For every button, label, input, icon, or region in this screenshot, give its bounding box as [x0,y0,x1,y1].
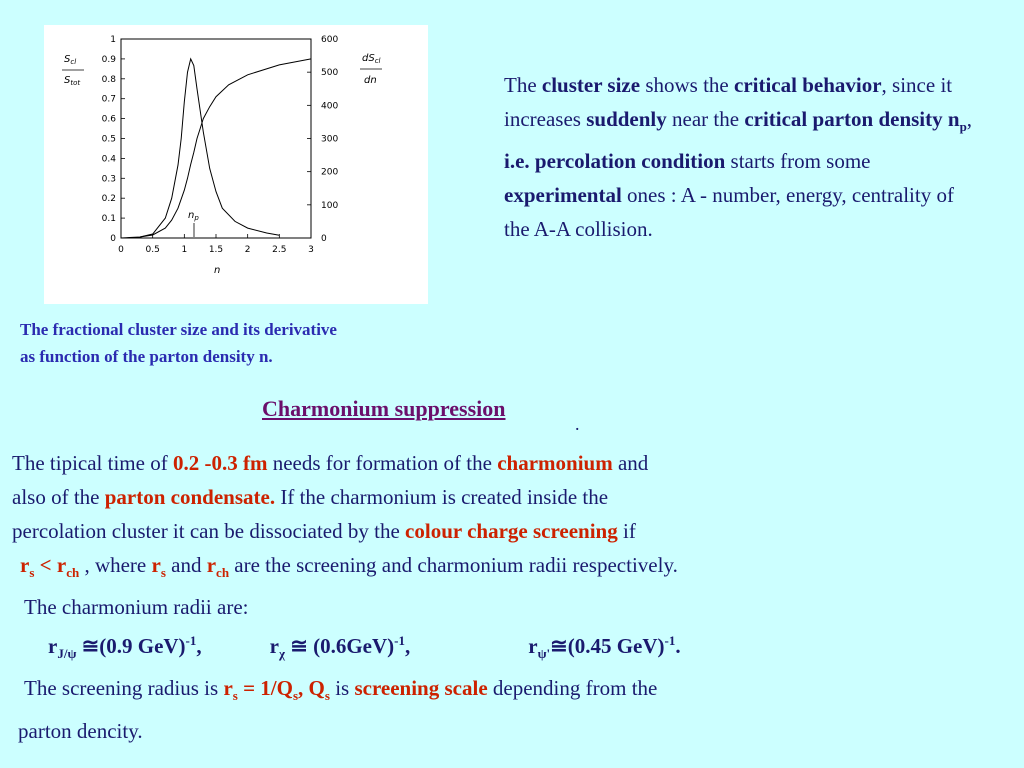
yr-num: dS [362,53,375,64]
charmonium-radii-line: $r_{J/\psi}$ ≅(0.9 GeV)$^{-1}$, $r_\chi$ ≅ $(0.6GeV)^{-1}$, $r_{\psi'}≅(0.45$ GeV)$^{-1}$. [48,633,681,662]
yl-den-sub: tot [70,79,81,87]
yr-den: dn [364,75,377,86]
title-dot: . [575,414,580,434]
body-line-1: The tipical time of 0.2 -0.3 fm needs for formation of the charmonium and [12,451,649,475]
cluster-size-chart [44,25,428,304]
svg-text:Stot [64,75,80,87]
yl-num: S [64,54,71,65]
svg-text:Scl [64,54,76,66]
y-right-tick-label: 300 [321,134,339,145]
y-left-tick-label: 0.4 [101,154,116,165]
critical-behavior-paragraph: The cluster size shows the critical behavior, since it increases suddenly near the critical parton density $n_p$, i.e. percolation condition starts from some experimental ones : A - number, energy, centrality of the A-A collision. [504,73,973,242]
x-tick-label: 1 [181,245,188,255]
section-title: Charmonium suppression [262,396,506,421]
annot-sub: p [194,214,199,222]
y-right-tick-label: 100 [321,200,339,211]
x-tick-label: 0 [118,245,124,255]
x-axis-label: n [214,265,221,276]
y-left-axis-label [62,54,84,87]
x-tick-label: 3 [308,245,314,255]
body-line-4: $r_s < r_{ch}$ , where $r_s$ and $r_{ch}$ are the screening and charmonium radii respectively. [20,553,678,581]
body-line-8: parton dencity. [18,718,143,743]
y-left-tick-label: 0.9 [101,54,116,65]
y-left-tick-label: 1 [110,35,116,45]
chart-svg [44,25,428,304]
yr-num-sub: cl [374,57,381,65]
y-left-tick-label: 0.7 [101,94,116,105]
x-tick-label: 2 [244,245,251,255]
yl-den: S [64,75,71,86]
y-right-tick-label: 500 [321,68,339,79]
body-line-3: percolation cluster it can be dissociated by the colour charge screening if [12,519,636,543]
charmonium-body [12,446,1012,748]
body-line-2: also of the parton condensate. If the charmonium is created inside the [12,485,609,509]
y-left-tick-labels [102,35,125,244]
svg-text:np [188,210,199,222]
y-right-tick-label: 600 [321,35,339,45]
y-left-tick-label: 0 [110,234,116,244]
caption-line-1: The fractional cluster size and its derivative [20,320,337,339]
y-right-tick-label: 0 [321,234,327,244]
series-cluster-size-line [121,59,311,238]
annot-n: n [188,210,195,221]
x-tick-labels [118,234,314,255]
y-right-axis-label [360,53,382,86]
x-tick-label: 0.5 [145,245,160,255]
svg-text:dScl [362,53,381,65]
plot-frame [121,39,311,238]
x-tick-label: 1.5 [208,245,224,255]
figure-caption [20,316,460,370]
y-left-tick-label: 0.3 [101,174,116,185]
y-right-tick-label: 400 [321,101,339,112]
y-left-tick-label: 0.2 [101,194,116,205]
yl-num-sub: cl [70,58,77,66]
y-left-tick-label: 0.8 [101,74,116,85]
caption-line-2: as function of the parton density n. [20,347,273,366]
x-tick-label: 2.5 [272,245,287,255]
y-left-tick-label: 0.5 [101,134,116,145]
critical-density-annotation [188,210,199,237]
series-derivative-line [140,59,279,237]
y-left-tick-label: 0.6 [101,114,116,125]
y-left-tick-label: 0.1 [101,214,116,225]
y-right-tick-label: 200 [321,167,339,178]
body-line-5: The charmonium radii are: [24,595,249,620]
body-line-7: The screening radius is $r_s = 1/Q_s$, $Q_s$ is screening scale depending from the [24,676,658,704]
y-right-tick-labels [307,35,338,244]
